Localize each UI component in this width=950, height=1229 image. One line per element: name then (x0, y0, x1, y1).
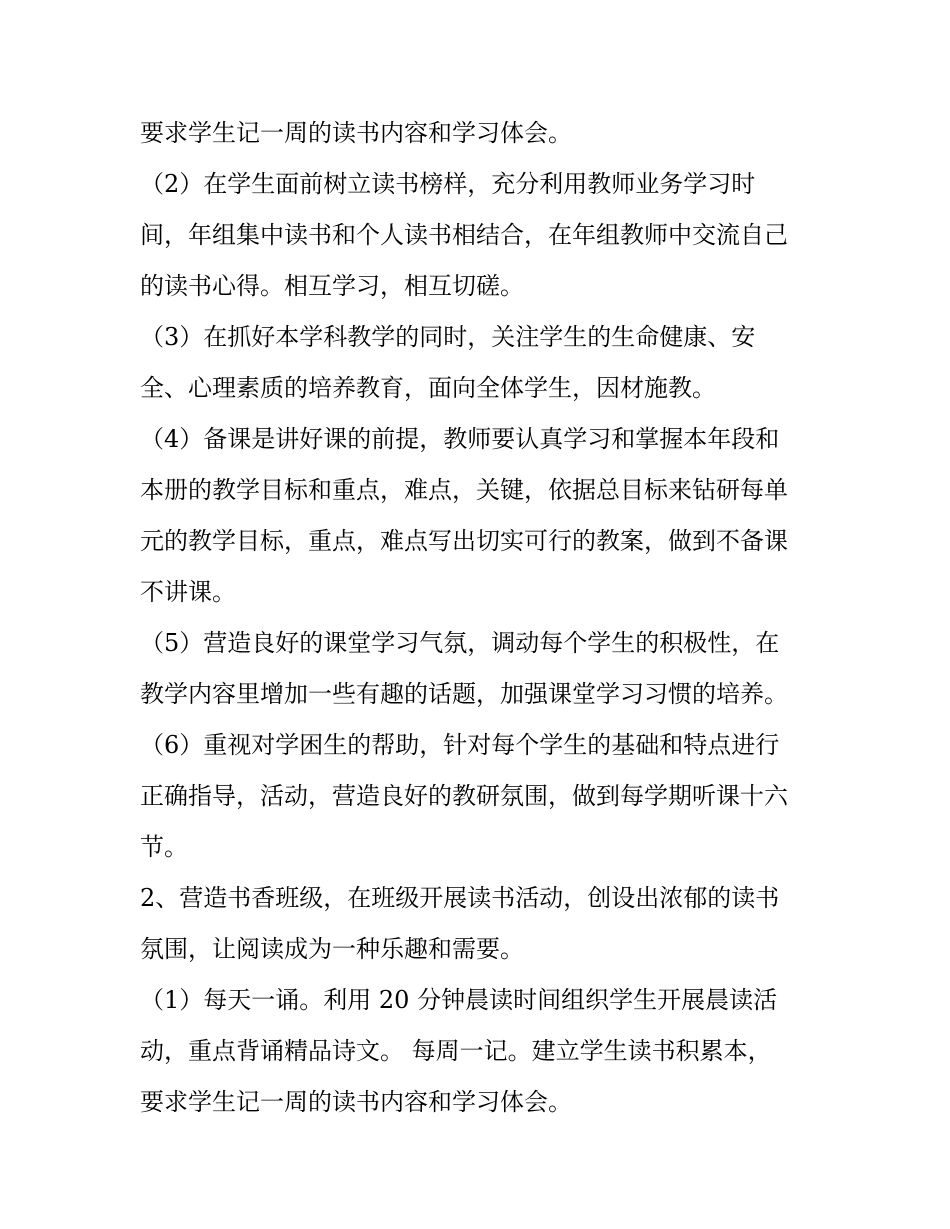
text-line: 2、营造书香班级，在班级开展读书活动，创设出浓郁的读书 (140, 884, 780, 912)
text-line: （2）在学生面前树立读书榜样，充分利用教师业务学习时 (140, 170, 756, 198)
text-line: 正确指导，活动，营造良好的教研氛围，做到每学期听课十六 (140, 782, 788, 810)
text-line: 要求学生记一周的读书内容和学习体会。 (140, 1088, 572, 1116)
text-line: （5）营造良好的课堂学习气氛，调动每个学生的积极性，在 (140, 629, 780, 657)
text-line: 教学内容里增加一些有趣的话题，加强课堂学习习惯的培养。 (140, 680, 788, 708)
text-line: 不讲课。 (140, 578, 236, 606)
text-line: 间，年组集中读书和个人读书相结合，在年组教师中交流自己 (140, 221, 788, 249)
text-line: 节。 (140, 833, 188, 861)
text-line: 的读书心得。相互学习，相互切磋。 (140, 272, 524, 300)
text-line: 动，重点背诵精品诗文。 每周一记。建立学生读书积累本， (140, 1037, 772, 1065)
document-body (140, 108, 830, 1128)
text-line: （4）备课是讲好课的前提，教师要认真学习和掌握本年段和 (140, 425, 780, 453)
text-line: （1）每天一诵。利用 20 分钟晨读时间组织学生开展晨读活 (140, 986, 778, 1014)
text-line: （6）重视对学困生的帮助，针对每个学生的基础和特点进行 (140, 731, 780, 759)
text-line: 全、心理素质的培养教育，面向全体学生，因材施教。 (140, 374, 716, 402)
text-line: 本册的教学目标和重点，难点，关键，依据总目标来钻研每单 (140, 476, 788, 504)
text-line: 要求学生记一周的读书内容和学习体会。 (140, 119, 572, 147)
text-line: 元的教学目标，重点，难点写出切实可行的教案，做到不备课 (140, 527, 788, 555)
text-line: （3）在抓好本学科教学的同时，关注学生的生命健康、安 (140, 323, 756, 351)
text-line: 氛围，让阅读成为一种乐趣和需要。 (140, 935, 524, 963)
